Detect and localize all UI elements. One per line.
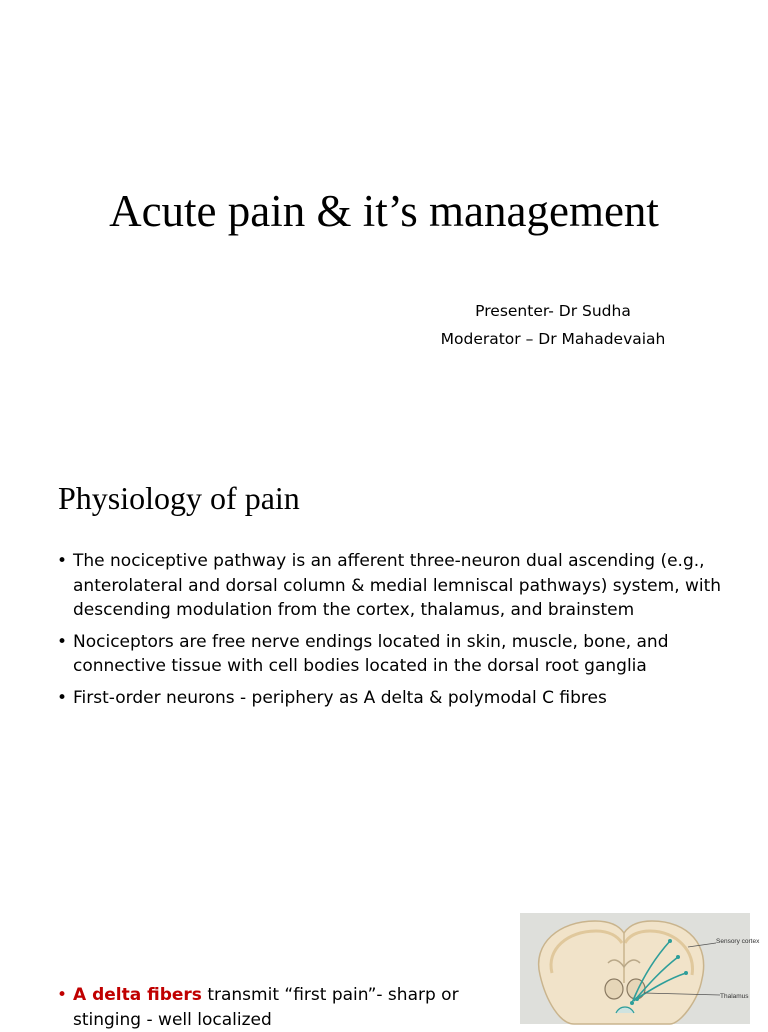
bullet-item — [57, 630, 737, 679]
bullet-icon: • — [57, 687, 68, 708]
bullet-item — [57, 549, 737, 623]
slide-title: Physiology of pain — [58, 480, 300, 516]
title-slide — [0, 0, 768, 430]
bullet-icon: • — [57, 631, 68, 652]
bullet-item — [57, 686, 737, 711]
bullet-text: Nociceptors are free nerve endings located in skin, muscle, bone, and connective tissue with cell bodies located in the dorsal root ganglia — [73, 631, 669, 676]
bullet-highlight: A delta fibers — [73, 985, 202, 1005]
moderator-name: Moderator – Dr Mahadevaiah — [440, 330, 666, 348]
bullet-text: The nociceptive pathway is an afferent three-neuron dual ascending (e.g., anterolateral and dorsal column & medial lemniscal pathways) system, with descending modulation from the cortex, thalamus, and brainstem — [73, 551, 722, 620]
diagram-label-sensory-cortex: Sensory cortex — [716, 938, 760, 945]
presenter-block — [400, 297, 706, 353]
bullet-text: transmit “first pain”- sharp or stinging - well localized — [73, 985, 459, 1030]
bullet-list — [57, 549, 737, 717]
bullet-text: First-order neurons - periphery as A delta & polymodal C fibres — [73, 687, 607, 708]
brain-diagram-icon — [520, 913, 760, 1024]
fibers-slide — [0, 875, 768, 1030]
pain-pathway-diagram — [520, 913, 760, 1024]
presentation-title: Acute pain & it’s management — [109, 186, 659, 236]
presenter-name: Presenter- Dr Sudha — [475, 302, 631, 320]
bullet-icon: • — [57, 985, 68, 1005]
diagram-label-thalamus: Thalamus — [720, 993, 749, 1000]
bullet-icon: • — [57, 551, 68, 571]
bullet-item — [57, 983, 513, 1032]
physiology-slide — [0, 430, 768, 875]
